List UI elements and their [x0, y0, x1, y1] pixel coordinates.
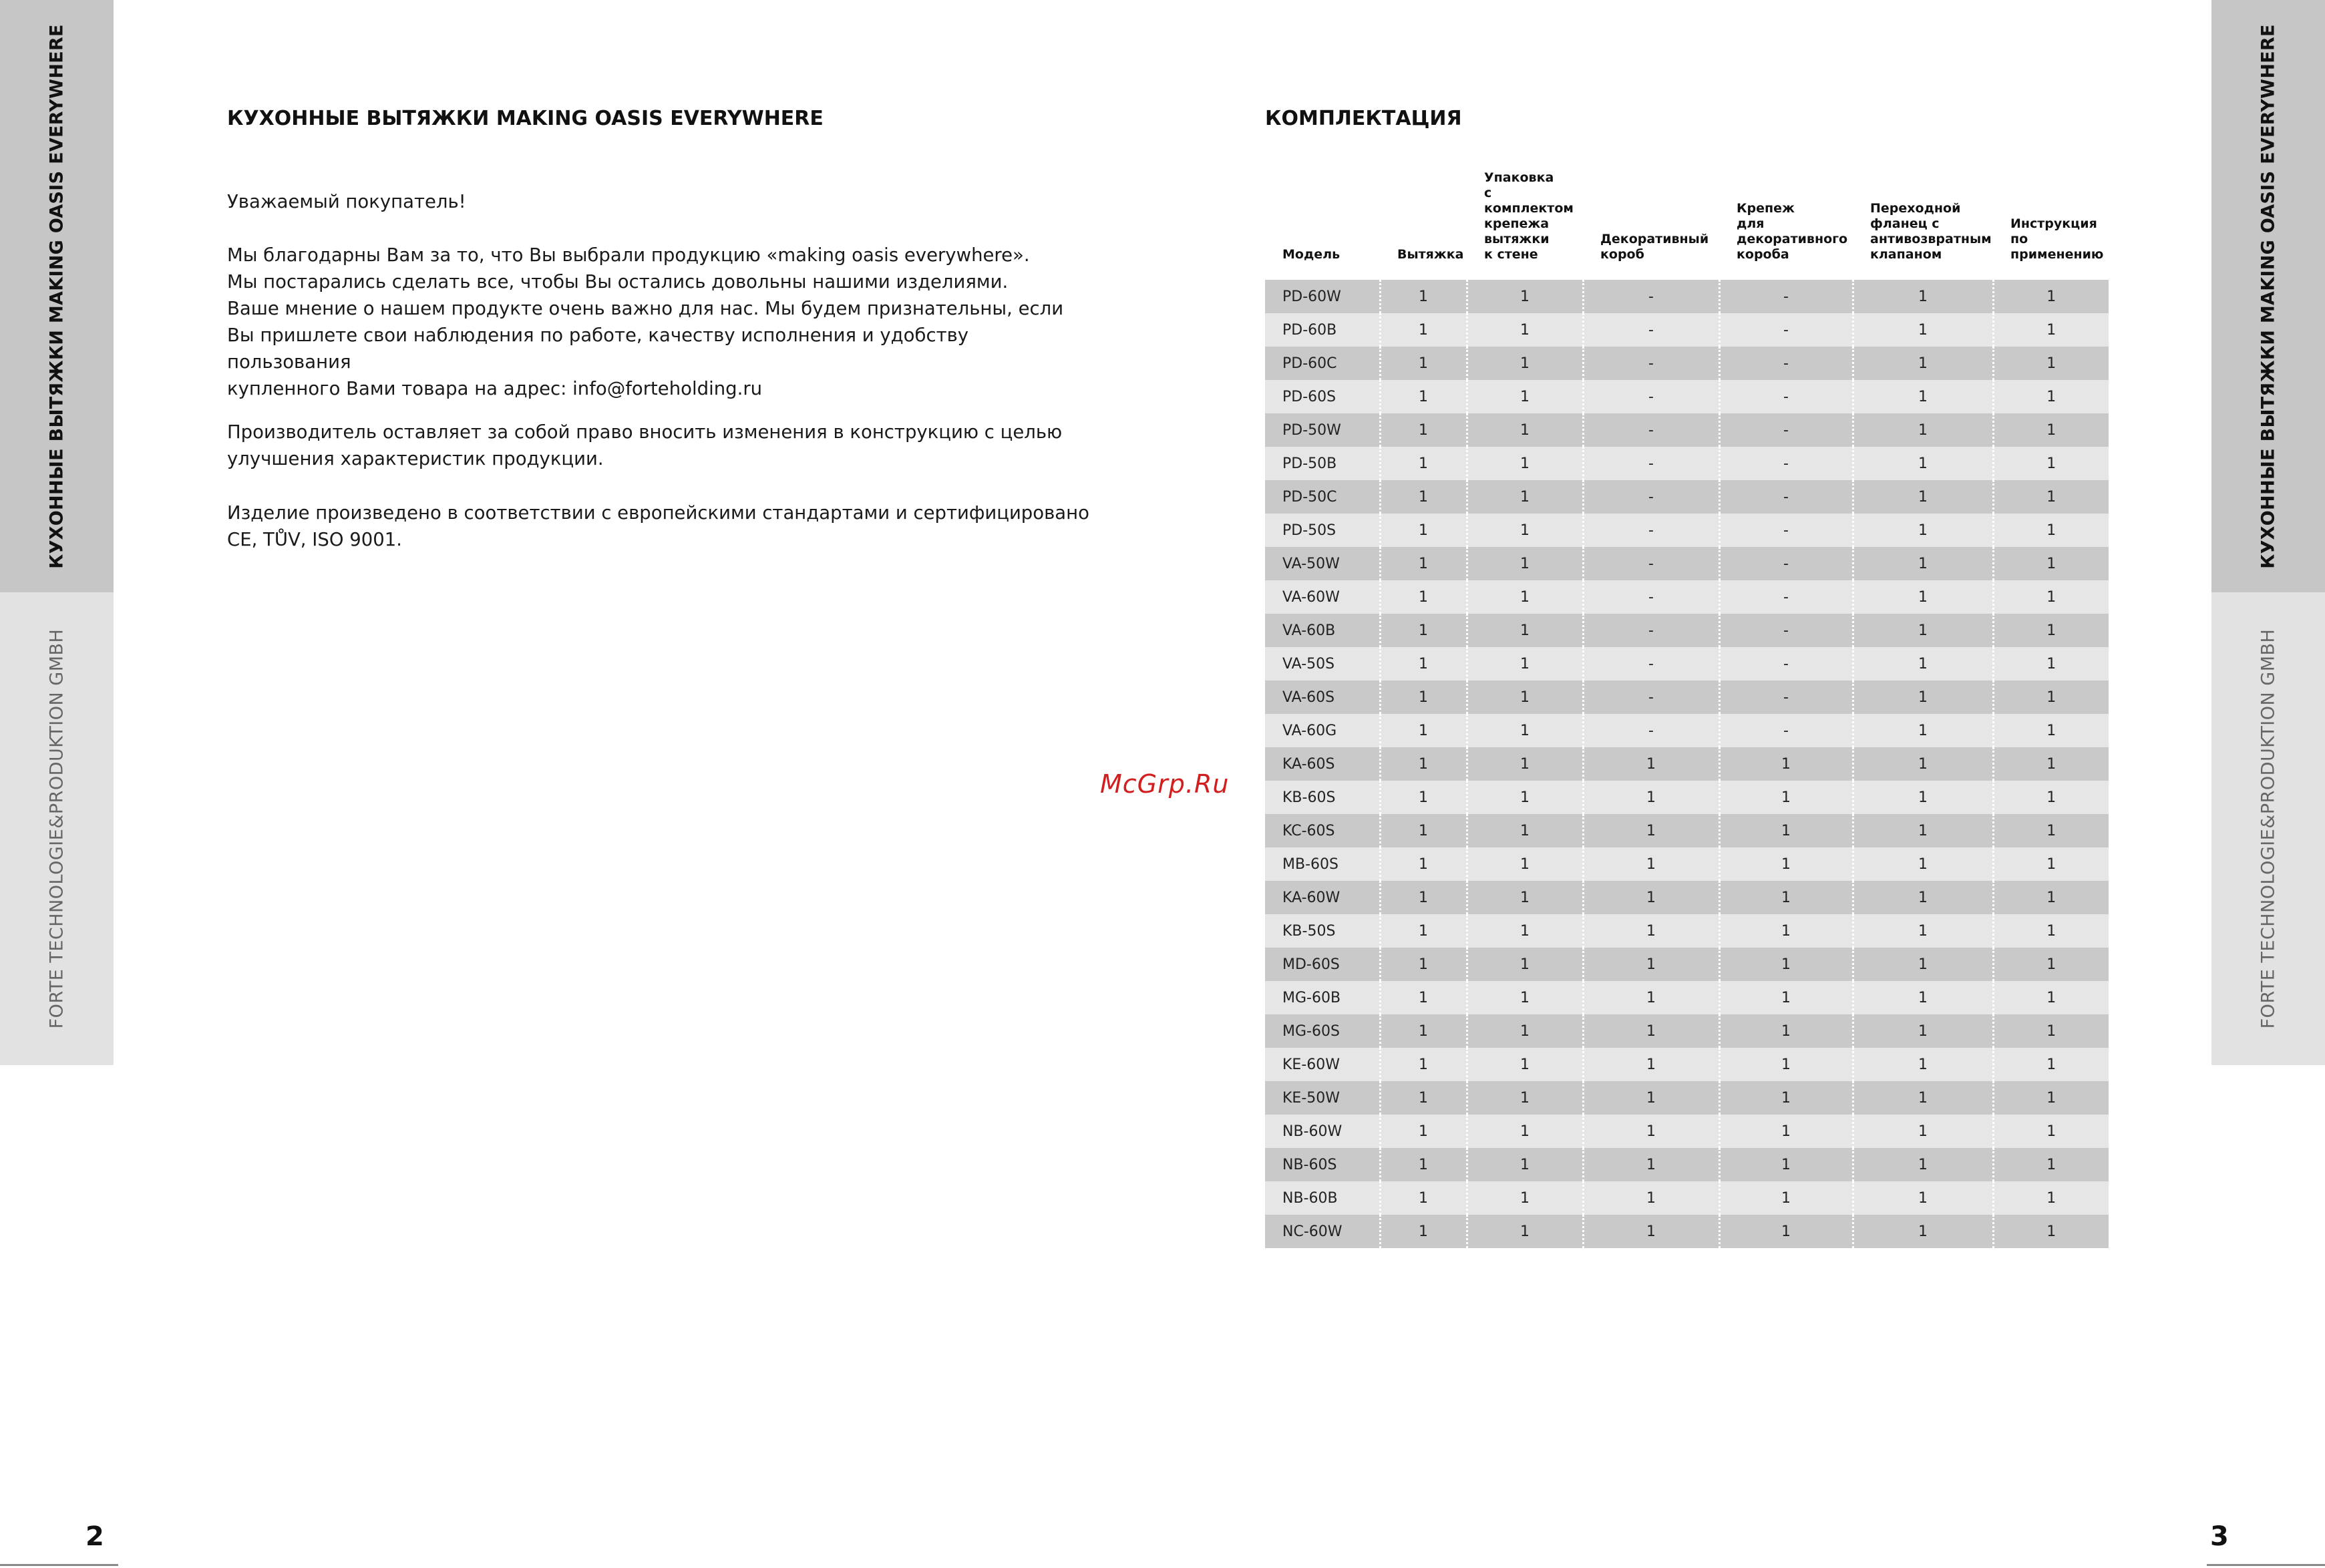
table-row [1265, 1115, 2109, 1148]
quantity-cell: 1 [1853, 714, 1993, 747]
left-page-title: КУХОННЫЕ ВЫТЯЖКИ MAKING OASIS EVERYWHERE [227, 107, 824, 130]
quantity-cell: 1 [1853, 547, 1993, 580]
quantity-cell: 1 [1853, 1148, 1993, 1181]
quantity-cell: 1 [1853, 580, 1993, 614]
quantity-cell: 1 [1467, 514, 1583, 547]
quantity-cell: 1 [1993, 914, 2109, 948]
left-side-title-text: КУХОННЫЕ ВЫТЯЖКИ MAKING OASIS EVERYWHERE [46, 23, 67, 569]
quantity-cell: - [1583, 714, 1719, 747]
quantity-cell: 1 [1467, 480, 1583, 514]
quantity-cell: 1 [1993, 614, 2109, 647]
table-row [1265, 914, 2109, 948]
quantity-cell: 1 [1467, 313, 1583, 347]
quantity-cell: 1 [1467, 781, 1583, 814]
quantity-cell: - [1719, 514, 1853, 547]
quantity-cell: 1 [1993, 948, 2109, 981]
quantity-cell: 1 [1853, 413, 1993, 447]
quantity-cell: 1 [1467, 547, 1583, 580]
quantity-cell: 1 [1719, 948, 1853, 981]
quantity-cell: 1 [1993, 647, 2109, 680]
quantity-cell: 1 [1719, 1081, 1853, 1115]
quantity-cell: 1 [1993, 547, 2109, 580]
watermark: McGrp.Ru [1100, 769, 1230, 799]
quantity-cell: 1 [1853, 647, 1993, 680]
model-cell: PD-50W [1265, 413, 1380, 447]
quantity-cell: - [1719, 447, 1853, 480]
quantity-cell: 1 [1467, 981, 1583, 1014]
table-row [1265, 814, 2109, 847]
quantity-cell: 1 [1719, 914, 1853, 948]
model-cell: NB-60W [1265, 1115, 1380, 1148]
quantity-cell: - [1719, 313, 1853, 347]
quantity-cell: 1 [1993, 1081, 2109, 1115]
quantity-cell: 1 [1993, 847, 2109, 881]
quantity-cell: - [1719, 280, 1853, 313]
quantity-cell: - [1583, 380, 1719, 413]
left-side-tab-title [0, 0, 114, 592]
left-side-company-text: FORTE TECHNOLOGIE&PRODUKTION GMBH [46, 628, 67, 1029]
quantity-cell: 1 [1853, 514, 1993, 547]
quantity-cell: 1 [1380, 514, 1467, 547]
quantity-cell: 1 [1380, 647, 1467, 680]
quantity-cell: 1 [1380, 714, 1467, 747]
quantity-cell: 1 [1380, 547, 1467, 580]
quantity-cell: 1 [1719, 1215, 1853, 1248]
quantity-cell: - [1583, 580, 1719, 614]
table-row [1265, 313, 2109, 347]
quantity-cell: 1 [1719, 1148, 1853, 1181]
quantity-cell: 1 [1993, 1181, 2109, 1215]
quantity-cell: 1 [1467, 814, 1583, 847]
quantity-cell: 1 [1993, 1115, 2109, 1148]
quantity-cell: 1 [1719, 1115, 1853, 1148]
model-cell: PD-60W [1265, 280, 1380, 313]
quantity-cell: 1 [1380, 1215, 1467, 1248]
quantity-cell: 1 [1583, 1148, 1719, 1181]
model-cell: KA-60S [1265, 747, 1380, 781]
quantity-cell: 1 [1583, 1014, 1719, 1048]
intro-line: Вы пришлете свои наблюдения по работе, качеству исполнения и удобству пользования [227, 325, 969, 373]
table-row [1265, 514, 2109, 547]
table-header-col-flange: Переходной фланец с антивозвратным клапаном [1870, 201, 1992, 262]
table-row [1265, 614, 2109, 647]
model-cell: PD-60S [1265, 380, 1380, 413]
quantity-cell: 1 [1380, 781, 1467, 814]
quantity-cell: 1 [1853, 1215, 1993, 1248]
quantity-cell: 1 [1853, 313, 1993, 347]
cert-line: Изделие произведено в соответствии с европейскими стандартами и сертифицировано [227, 502, 1089, 524]
quantity-cell: 1 [1993, 380, 2109, 413]
quantity-cell: 1 [1380, 1081, 1467, 1115]
model-cell: VA-50S [1265, 647, 1380, 680]
quantity-cell: - [1583, 313, 1719, 347]
quantity-cell: 1 [1380, 280, 1467, 313]
quantity-cell: 1 [1467, 647, 1583, 680]
quantity-cell: 1 [1380, 413, 1467, 447]
quantity-cell: - [1719, 347, 1853, 380]
quantity-cell: 1 [1719, 747, 1853, 781]
model-cell: VA-60B [1265, 614, 1380, 647]
quantity-cell: 1 [1993, 347, 2109, 380]
model-cell: VA-60S [1265, 680, 1380, 714]
quantity-cell: 1 [1380, 814, 1467, 847]
quantity-cell: 1 [1853, 747, 1993, 781]
model-cell: PD-50S [1265, 514, 1380, 547]
model-cell: KE-60W [1265, 1048, 1380, 1081]
quantity-cell: 1 [1993, 480, 2109, 514]
table-header-col-box-fastener: Крепеж для декоративного короба [1737, 201, 1848, 262]
quantity-cell: 1 [1853, 1115, 1993, 1148]
quantity-cell: 1 [1467, 347, 1583, 380]
quantity-cell: 1 [1853, 347, 1993, 380]
quantity-cell: 1 [1467, 1048, 1583, 1081]
quantity-cell: 1 [1853, 847, 1993, 881]
page-divider-left [0, 1564, 118, 1566]
quantity-cell: 1 [1583, 781, 1719, 814]
quantity-cell: 1 [1993, 814, 2109, 847]
quantity-cell: 1 [1583, 914, 1719, 948]
quantity-cell: 1 [1719, 881, 1853, 914]
quantity-cell: 1 [1853, 1181, 1993, 1215]
quantity-cell: 1 [1719, 1181, 1853, 1215]
quantity-cell: 1 [1583, 1215, 1719, 1248]
model-cell: KB-60S [1265, 781, 1380, 814]
table-row [1265, 847, 2109, 881]
quantity-cell: 1 [1719, 847, 1853, 881]
table-header-row [1265, 170, 2109, 280]
right-page-title: КОМПЛЕКТАЦИЯ [1265, 107, 1462, 130]
manufacturer-note [227, 419, 1095, 472]
table-row [1265, 1081, 2109, 1115]
model-cell: VA-50W [1265, 547, 1380, 580]
model-cell: PD-50C [1265, 480, 1380, 514]
quantity-cell: 1 [1467, 881, 1583, 914]
equipment-table [1265, 170, 2109, 1248]
quantity-cell: 1 [1467, 948, 1583, 981]
quantity-cell: 1 [1993, 313, 2109, 347]
left-side-tab-company [0, 592, 114, 1065]
quantity-cell: 1 [1583, 948, 1719, 981]
quantity-cell: 1 [1380, 1148, 1467, 1181]
right-side-company-text: FORTE TECHNOLOGIE&PRODUKTION GMBH [2258, 628, 2279, 1029]
quantity-cell: 1 [1467, 580, 1583, 614]
quantity-cell: - [1583, 447, 1719, 480]
table-row [1265, 647, 2109, 680]
quantity-cell: - [1719, 547, 1853, 580]
quantity-cell: 1 [1467, 1115, 1583, 1148]
quantity-cell: 1 [1380, 1181, 1467, 1215]
greeting: Уважаемый покупатель! [227, 191, 466, 212]
table-body [1265, 280, 2109, 1248]
quantity-cell: - [1583, 680, 1719, 714]
quantity-cell: 1 [1467, 447, 1583, 480]
table-row [1265, 413, 2109, 447]
quantity-cell: 1 [1993, 1215, 2109, 1248]
model-cell: KB-50S [1265, 914, 1380, 948]
quantity-cell: - [1583, 480, 1719, 514]
model-cell: MD-60S [1265, 948, 1380, 981]
quantity-cell: - [1719, 714, 1853, 747]
quantity-cell: 1 [1380, 948, 1467, 981]
table-header-col-model: Модель [1282, 247, 1340, 262]
quantity-cell: 1 [1467, 914, 1583, 948]
quantity-cell: - [1583, 647, 1719, 680]
quantity-cell: - [1583, 614, 1719, 647]
quantity-cell: 1 [1719, 1014, 1853, 1048]
quantity-cell: 1 [1380, 847, 1467, 881]
quantity-cell: - [1583, 547, 1719, 580]
quantity-cell: 1 [1380, 881, 1467, 914]
quantity-cell: 1 [1993, 1014, 2109, 1048]
right-side-tab-company [2211, 592, 2325, 1065]
table-row [1265, 981, 2109, 1014]
quantity-cell: 1 [1853, 1048, 1993, 1081]
quantity-cell: - [1719, 580, 1853, 614]
model-cell: PD-60C [1265, 347, 1380, 380]
quantity-cell: 1 [1583, 1115, 1719, 1148]
quantity-cell: 1 [1380, 680, 1467, 714]
quantity-cell: 1 [1853, 881, 1993, 914]
quantity-cell: - [1719, 380, 1853, 413]
quantity-cell: 1 [1467, 1215, 1583, 1248]
quantity-cell: 1 [1853, 380, 1993, 413]
quantity-cell: 1 [1583, 1048, 1719, 1081]
page-divider-right [2207, 1564, 2325, 1566]
quantity-cell: 1 [1853, 948, 1993, 981]
quantity-cell: - [1583, 347, 1719, 380]
quantity-cell: 1 [1853, 814, 1993, 847]
quantity-cell: 1 [1583, 847, 1719, 881]
quantity-cell: 1 [1380, 914, 1467, 948]
quantity-cell: 1 [1853, 1081, 1993, 1115]
quantity-cell: - [1719, 647, 1853, 680]
intro-paragraph [227, 242, 1095, 402]
right-side-title-text: КУХОННЫЕ ВЫТЯЖКИ MAKING OASIS EVERYWHERE [2258, 23, 2279, 569]
quantity-cell: - [1719, 680, 1853, 714]
table-header-col-packaging: Упаковка с комплектом крепежа вытяжки к стене [1484, 170, 1574, 262]
quantity-cell: 1 [1993, 1048, 2109, 1081]
quantity-cell: 1 [1467, 747, 1583, 781]
quantity-cell: 1 [1380, 380, 1467, 413]
quantity-cell: 1 [1583, 814, 1719, 847]
quantity-cell: 1 [1380, 614, 1467, 647]
right-side-tab-title [2211, 0, 2325, 592]
quantity-cell: 1 [1993, 714, 2109, 747]
quantity-cell: 1 [1993, 447, 2109, 480]
quantity-cell: 1 [1853, 280, 1993, 313]
quantity-cell: 1 [1853, 480, 1993, 514]
quantity-cell: 1 [1853, 1014, 1993, 1048]
table-row [1265, 480, 2109, 514]
model-cell: KC-60S [1265, 814, 1380, 847]
quantity-cell: 1 [1993, 781, 2109, 814]
page-number-left: 2 [85, 1521, 104, 1552]
quantity-cell: 1 [1467, 847, 1583, 881]
model-cell: MG-60S [1265, 1014, 1380, 1048]
quantity-cell: 1 [1993, 981, 2109, 1014]
table-row [1265, 714, 2109, 747]
quantity-cell: 1 [1380, 480, 1467, 514]
quantity-cell: 1 [1583, 881, 1719, 914]
quantity-cell: 1 [1993, 514, 2109, 547]
table-row [1265, 1014, 2109, 1048]
quantity-cell: - [1583, 280, 1719, 313]
quantity-cell: 1 [1380, 347, 1467, 380]
quantity-cell: 1 [1993, 881, 2109, 914]
model-cell: KA-60W [1265, 881, 1380, 914]
table-row [1265, 881, 2109, 914]
model-cell: NB-60B [1265, 1181, 1380, 1215]
model-cell: VA-60G [1265, 714, 1380, 747]
quantity-cell: 1 [1380, 313, 1467, 347]
quantity-cell: 1 [1380, 580, 1467, 614]
quantity-cell: 1 [1583, 747, 1719, 781]
table-header-col-manual: Инструкция по применению [2010, 216, 2104, 262]
quantity-cell: 1 [1380, 1014, 1467, 1048]
model-cell: PD-50B [1265, 447, 1380, 480]
quantity-cell: - [1719, 413, 1853, 447]
model-cell: MG-60B [1265, 981, 1380, 1014]
table-row [1265, 1048, 2109, 1081]
table-row [1265, 347, 2109, 380]
quantity-cell: 1 [1467, 1014, 1583, 1048]
table-header-col-decorative-box: Декоративный короб [1600, 232, 1709, 262]
model-cell: MB-60S [1265, 847, 1380, 881]
quantity-cell: 1 [1719, 781, 1853, 814]
quantity-cell: 1 [1583, 981, 1719, 1014]
intro-line: Ваше мнение о нашем продукте очень важно для нас. Мы будем признательны, если [227, 298, 1064, 319]
quantity-cell: 1 [1583, 1181, 1719, 1215]
quantity-cell: 1 [1719, 814, 1853, 847]
quantity-cell: 1 [1853, 914, 1993, 948]
note-line: Производитель оставляет за собой право вносить изменения в конструкцию с целью [227, 421, 1063, 443]
quantity-cell: 1 [1467, 380, 1583, 413]
quantity-cell: 1 [1853, 614, 1993, 647]
quantity-cell: 1 [1993, 580, 2109, 614]
cert-line: CE, TŮV, ISO 9001. [227, 529, 402, 550]
table-header-col-hood: Вытяжка [1397, 247, 1464, 262]
note-line: улучшения характеристик продукции. [227, 448, 604, 469]
quantity-cell: - [1583, 413, 1719, 447]
quantity-cell: 1 [1467, 1081, 1583, 1115]
table-row [1265, 1148, 2109, 1181]
quantity-cell: 1 [1380, 1048, 1467, 1081]
quantity-cell: 1 [1853, 447, 1993, 480]
certification-note [227, 500, 1095, 553]
quantity-cell: 1 [1993, 280, 2109, 313]
quantity-cell: 1 [1467, 1148, 1583, 1181]
quantity-cell: 1 [1380, 747, 1467, 781]
model-cell: NC-60W [1265, 1215, 1380, 1248]
model-cell: NB-60S [1265, 1148, 1380, 1181]
table-row [1265, 380, 2109, 413]
quantity-cell: 1 [1993, 1148, 2109, 1181]
quantity-cell: 1 [1853, 680, 1993, 714]
quantity-cell: 1 [1467, 614, 1583, 647]
table-row [1265, 280, 2109, 313]
intro-line: купленного Вами товара на адрес: info@forteholding.ru [227, 378, 763, 399]
quantity-cell: 1 [1467, 1181, 1583, 1215]
quantity-cell: 1 [1467, 714, 1583, 747]
quantity-cell: 1 [1853, 781, 1993, 814]
quantity-cell: 1 [1993, 413, 2109, 447]
table-row [1265, 447, 2109, 480]
model-cell: VA-60W [1265, 580, 1380, 614]
quantity-cell: - [1719, 614, 1853, 647]
quantity-cell: 1 [1993, 680, 2109, 714]
table-row [1265, 948, 2109, 981]
quantity-cell: 1 [1467, 413, 1583, 447]
table-row [1265, 781, 2109, 814]
quantity-cell: 1 [1380, 1115, 1467, 1148]
quantity-cell: 1 [1467, 280, 1583, 313]
table-row [1265, 547, 2109, 580]
intro-line: Мы постарались сделать все, чтобы Вы остались довольны нашими изделиями. [227, 271, 1009, 292]
page-number-right: 3 [2210, 1521, 2229, 1552]
quantity-cell: 1 [1993, 747, 2109, 781]
quantity-cell: 1 [1853, 981, 1993, 1014]
table-row [1265, 580, 2109, 614]
intro-line: Мы благодарны Вам за то, что Вы выбрали продукцию «making oasis everywhere». [227, 244, 1030, 266]
table-row [1265, 1181, 2109, 1215]
model-cell: PD-60B [1265, 313, 1380, 347]
quantity-cell: 1 [1719, 981, 1853, 1014]
quantity-cell: 1 [1719, 1048, 1853, 1081]
quantity-cell: 1 [1380, 981, 1467, 1014]
table-row [1265, 747, 2109, 781]
model-cell: KE-50W [1265, 1081, 1380, 1115]
quantity-cell: 1 [1467, 680, 1583, 714]
table-row [1265, 1215, 2109, 1248]
quantity-cell: 1 [1380, 447, 1467, 480]
quantity-cell: - [1719, 480, 1853, 514]
table-row [1265, 680, 2109, 714]
quantity-cell: 1 [1583, 1081, 1719, 1115]
quantity-cell: - [1583, 514, 1719, 547]
